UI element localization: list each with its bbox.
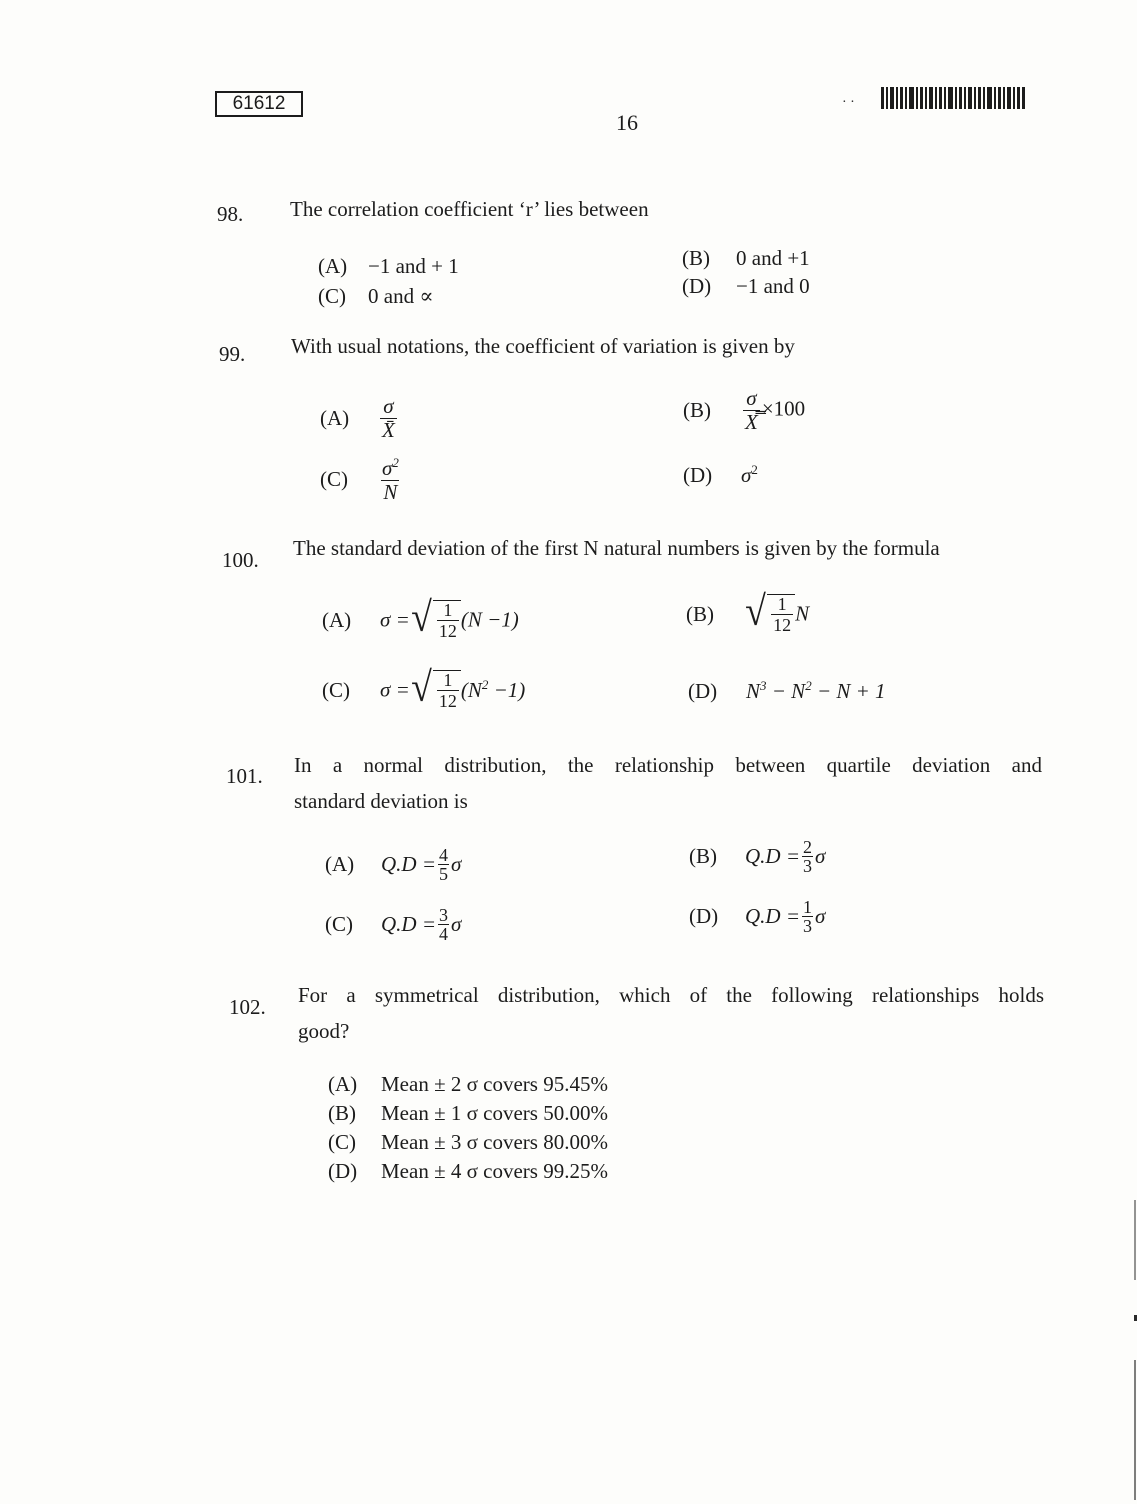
radical-sign: √	[745, 589, 766, 635]
numerator: 1	[803, 897, 813, 917]
option-label: (D)	[688, 679, 718, 703]
denominator: 4	[439, 924, 449, 944]
q99-option-d	[683, 462, 758, 488]
option-label: (B)	[682, 246, 710, 270]
q100-option-b	[686, 589, 810, 635]
question-text-100: The standard deviation of the first N natural numbers is given by the formula	[293, 536, 940, 560]
q101-option-d	[689, 898, 825, 935]
q100-option-d	[688, 678, 886, 704]
option-label: (B)	[686, 601, 714, 626]
barcode-image	[881, 87, 1025, 109]
numerator: σ	[746, 386, 757, 410]
option-text: Mean ± 1 σ covers 50.00%	[381, 1101, 608, 1125]
option-text: Mean ± 3 σ covers 80.00%	[381, 1130, 608, 1154]
fraction	[380, 396, 397, 441]
fraction	[380, 456, 401, 503]
lhs: σ =	[380, 607, 410, 632]
sigma-symbol: σ	[815, 844, 826, 868]
radical-sign: √	[410, 665, 432, 711]
exponent: 2	[751, 462, 758, 477]
numerator: 2	[803, 837, 813, 857]
option-label: (D)	[328, 1159, 358, 1183]
term: − N	[766, 679, 806, 703]
lhs: Q.D =	[745, 844, 801, 868]
sigma-symbol: σ	[815, 904, 826, 928]
numerator: 1	[443, 600, 453, 620]
option-label: (C)	[320, 467, 348, 491]
denominator: N	[383, 480, 398, 504]
term: − N + 1	[811, 679, 886, 703]
scan-specks: · ·	[842, 95, 855, 110]
option-label: (A)	[328, 1072, 358, 1096]
option-label: (D)	[689, 904, 719, 928]
denominator: 12	[438, 691, 457, 711]
exponent: 2	[481, 677, 489, 692]
q98-option-c	[318, 284, 434, 309]
denominator: X̄	[382, 418, 395, 442]
numerator: σ	[383, 394, 394, 418]
denominator: 5	[439, 864, 449, 884]
option-label: (D)	[682, 274, 712, 298]
square-root	[410, 595, 461, 641]
option-text: Mean ± 4 σ covers 99.25%	[381, 1159, 608, 1183]
question-paper-code: 61612	[215, 91, 303, 117]
sigma-symbol: σ	[741, 463, 752, 487]
q102-option-b	[328, 1101, 608, 1126]
question-text-101-line1: In a normal distribution, the relationship between quartile deviation and	[294, 753, 1042, 777]
option-label: (A)	[325, 852, 355, 876]
q100-option-c	[322, 665, 526, 711]
option-label: (A)	[318, 254, 348, 278]
lhs: σ =	[380, 677, 410, 702]
option-label: (C)	[318, 284, 346, 308]
sigma-symbol: σ	[451, 852, 462, 876]
question-number-102: 102.	[229, 995, 266, 1019]
term: N	[746, 679, 761, 703]
numerator: 1	[443, 670, 453, 690]
scan-edge-mark	[1134, 1200, 1136, 1280]
exponent: 2	[805, 678, 812, 693]
q101-option-c	[325, 906, 461, 943]
expression: N	[795, 601, 810, 626]
q102-option-a	[328, 1072, 608, 1097]
expression-part: (N	[460, 678, 482, 702]
radical-sign: √	[410, 595, 432, 641]
lhs: Q.D =	[745, 904, 801, 928]
exponent: 3	[760, 678, 767, 693]
q102-option-c	[328, 1130, 608, 1155]
q100-option-a	[322, 595, 519, 641]
lhs: Q.D =	[381, 912, 437, 936]
q98-option-b	[682, 246, 810, 271]
denominator: 12	[438, 621, 457, 641]
denominator: 3	[803, 916, 813, 936]
page-number: 16	[616, 110, 638, 135]
lhs: Q.D =	[381, 852, 437, 876]
option-label: (B)	[328, 1101, 356, 1125]
numerator-exponent: 2	[392, 455, 399, 470]
option-label: (C)	[328, 1130, 356, 1154]
question-number-100: 100.	[222, 548, 259, 572]
option-label: (C)	[322, 677, 350, 702]
option-text: Mean ± 2 σ covers 95.45%	[381, 1072, 608, 1096]
q101-option-b	[689, 838, 825, 875]
scan-edge-mark	[1134, 1360, 1136, 1500]
question-text-102-line1: For a symmetrical distribution, which of the following relationships holds	[298, 983, 1044, 1007]
option-text: −1 and + 1	[368, 254, 459, 278]
q99-option-b	[683, 388, 805, 433]
question-text-98: The correlation coefficient ‘r’ lies between	[290, 197, 649, 221]
q99-option-a	[320, 396, 399, 441]
question-number-98: 98.	[217, 202, 244, 226]
q98-option-d	[682, 274, 810, 299]
fraction	[743, 388, 760, 433]
q98-option-a	[318, 254, 459, 279]
denominator: 12	[773, 615, 792, 635]
q101-option-a	[325, 846, 461, 883]
option-label: (D)	[683, 463, 713, 487]
expression-part: −1)	[488, 678, 526, 702]
q99-option-c	[320, 456, 403, 503]
square-root	[744, 589, 795, 635]
question-number-101: 101.	[226, 764, 263, 788]
numerator: 1	[777, 594, 787, 614]
numerator: σ	[382, 456, 393, 480]
numerator: 3	[439, 905, 449, 925]
square-root	[410, 665, 461, 711]
denominator: 3	[803, 856, 813, 876]
question-text-101-line2: standard deviation is	[294, 789, 468, 813]
option-text: 0 and +1	[736, 246, 810, 270]
option-label: (A)	[320, 406, 350, 430]
q102-option-d	[328, 1159, 608, 1184]
option-label: (A)	[322, 607, 352, 632]
sigma-symbol: σ	[451, 912, 462, 936]
option-label: (B)	[689, 844, 717, 868]
expression: (N −1)	[460, 607, 519, 632]
question-number-99: 99.	[219, 342, 246, 366]
numerator: 4	[439, 845, 449, 865]
multiplier: ×100	[761, 396, 806, 421]
option-text: −1 and 0	[736, 274, 810, 298]
denominator: X̿	[745, 410, 758, 434]
option-label: (B)	[683, 398, 711, 422]
option-label: (C)	[325, 912, 353, 936]
option-text: 0 and ∝	[368, 284, 434, 308]
question-text-99: With usual notations, the coefficient of variation is given by	[291, 334, 795, 358]
question-text-102-line2: good?	[298, 1019, 350, 1043]
